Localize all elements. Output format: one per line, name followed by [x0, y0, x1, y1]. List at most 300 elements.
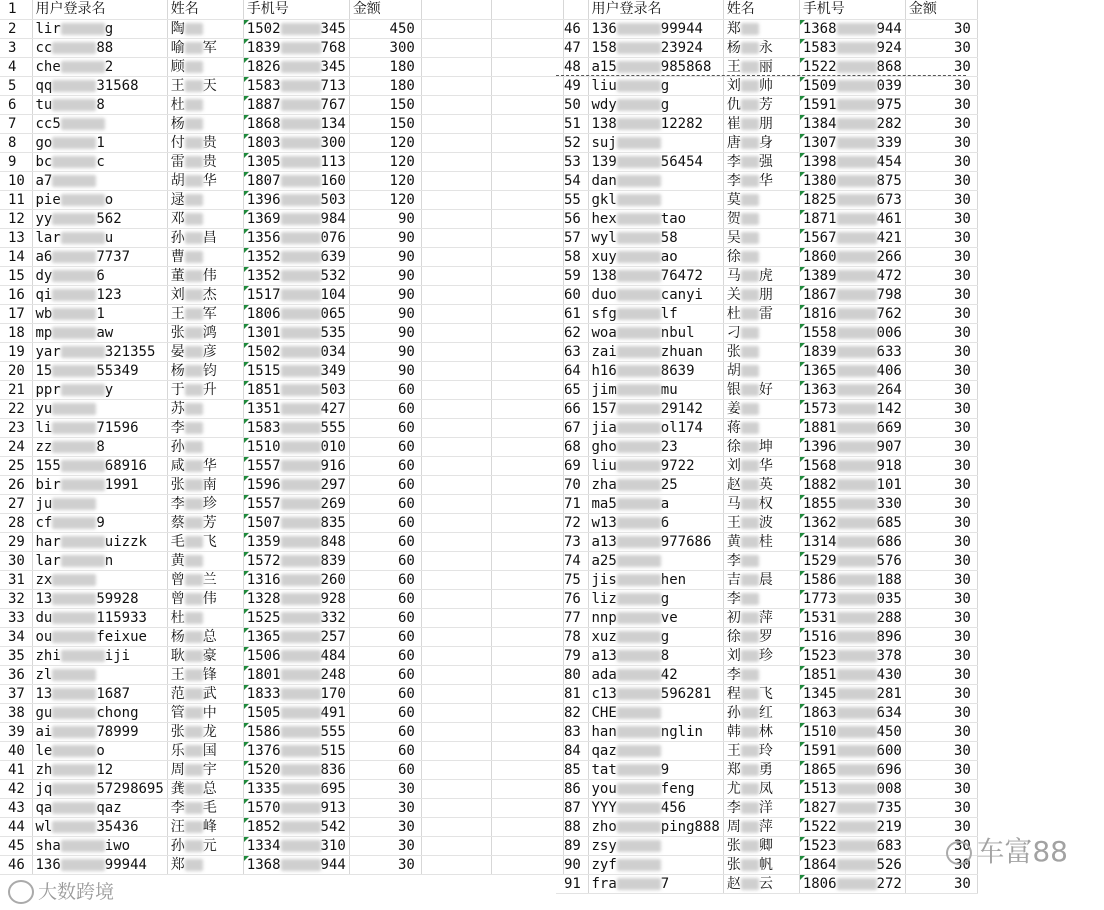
phone-cell[interactable]	[799, 342, 905, 361]
amount-cell[interactable]: 30	[905, 190, 977, 209]
name-cell[interactable]	[723, 456, 799, 475]
phone-cell[interactable]	[799, 190, 905, 209]
row-number[interactable]: 42	[0, 779, 32, 798]
row-number[interactable]: 82	[556, 703, 588, 722]
phone-cell[interactable]	[243, 342, 349, 361]
row-number[interactable]: 57	[556, 228, 588, 247]
name-cell[interactable]	[723, 684, 799, 703]
name-cell[interactable]	[723, 247, 799, 266]
username-cell[interactable]	[588, 247, 723, 266]
amount-cell[interactable]: 30	[905, 57, 977, 76]
row-number[interactable]: 51	[556, 114, 588, 133]
amount-cell[interactable]: 30	[905, 665, 977, 684]
username-cell[interactable]	[32, 532, 167, 551]
row-number[interactable]: 39	[0, 722, 32, 741]
phone-cell[interactable]	[243, 551, 349, 570]
username-cell[interactable]	[32, 380, 167, 399]
amount-cell[interactable]: 30	[905, 171, 977, 190]
phone-cell[interactable]	[799, 95, 905, 114]
phone-cell[interactable]	[243, 836, 349, 855]
empty-cell[interactable]	[491, 684, 563, 703]
row-number[interactable]: 28	[0, 513, 32, 532]
username-cell[interactable]	[588, 19, 723, 38]
empty-cell[interactable]	[491, 456, 563, 475]
empty-cell[interactable]	[421, 418, 491, 437]
row-number[interactable]: 18	[0, 323, 32, 342]
name-cell[interactable]	[167, 627, 243, 646]
empty-cell[interactable]	[421, 133, 491, 152]
amount-cell[interactable]: 30	[905, 76, 977, 95]
amount-cell[interactable]: 60	[349, 627, 421, 646]
phone-cell[interactable]	[799, 133, 905, 152]
username-cell[interactable]	[32, 152, 167, 171]
empty-cell[interactable]	[491, 152, 563, 171]
phone-cell[interactable]	[243, 285, 349, 304]
name-cell[interactable]	[723, 817, 799, 836]
name-cell[interactable]	[723, 703, 799, 722]
amount-cell[interactable]: 30	[905, 798, 977, 817]
phone-cell[interactable]	[799, 817, 905, 836]
empty-cell[interactable]	[421, 779, 491, 798]
username-cell[interactable]	[588, 76, 723, 95]
row-number[interactable]: 26	[0, 475, 32, 494]
row-number[interactable]: 84	[556, 741, 588, 760]
row-number[interactable]: 75	[556, 570, 588, 589]
empty-cell[interactable]	[421, 361, 491, 380]
amount-cell[interactable]: 60	[349, 646, 421, 665]
username-cell[interactable]	[588, 95, 723, 114]
row-number[interactable]: 12	[0, 209, 32, 228]
username-cell[interactable]	[588, 114, 723, 133]
username-cell[interactable]	[588, 817, 723, 836]
empty-cell[interactable]	[421, 608, 491, 627]
row-number[interactable]: 16	[0, 285, 32, 304]
empty-cell[interactable]	[491, 589, 563, 608]
username-cell[interactable]	[32, 361, 167, 380]
row-number[interactable]: 32	[0, 589, 32, 608]
phone-cell[interactable]	[799, 209, 905, 228]
empty-cell[interactable]	[491, 190, 563, 209]
phone-cell[interactable]	[243, 684, 349, 703]
row-number[interactable]: 70	[556, 475, 588, 494]
row-number[interactable]: 5	[0, 76, 32, 95]
phone-cell[interactable]	[799, 627, 905, 646]
amount-cell[interactable]: 60	[349, 551, 421, 570]
row-number[interactable]: 86	[556, 779, 588, 798]
empty-cell[interactable]	[421, 589, 491, 608]
row-number[interactable]: 72	[556, 513, 588, 532]
empty-cell[interactable]	[421, 646, 491, 665]
name-cell[interactable]	[167, 38, 243, 57]
amount-cell[interactable]: 30	[905, 323, 977, 342]
header-name[interactable]: 姓名	[167, 0, 243, 19]
amount-cell[interactable]: 30	[905, 589, 977, 608]
phone-cell[interactable]	[243, 589, 349, 608]
empty-cell[interactable]	[491, 741, 563, 760]
name-cell[interactable]	[723, 513, 799, 532]
empty-cell[interactable]	[491, 380, 563, 399]
empty-cell[interactable]	[491, 494, 563, 513]
amount-cell[interactable]: 60	[349, 741, 421, 760]
amount-cell[interactable]: 30	[905, 513, 977, 532]
name-cell[interactable]	[723, 76, 799, 95]
username-cell[interactable]	[32, 228, 167, 247]
amount-cell[interactable]: 60	[349, 570, 421, 589]
username-cell[interactable]	[588, 532, 723, 551]
row-number[interactable]: 17	[0, 304, 32, 323]
amount-cell[interactable]: 30	[905, 38, 977, 57]
phone-cell[interactable]	[799, 304, 905, 323]
empty-cell[interactable]	[491, 665, 563, 684]
name-cell[interactable]	[167, 475, 243, 494]
username-cell[interactable]	[32, 741, 167, 760]
phone-cell[interactable]	[243, 418, 349, 437]
amount-cell[interactable]: 30	[905, 209, 977, 228]
empty-cell[interactable]	[421, 437, 491, 456]
row-number[interactable]: 29	[0, 532, 32, 551]
amount-cell[interactable]: 90	[349, 266, 421, 285]
name-cell[interactable]	[167, 741, 243, 760]
name-cell[interactable]	[167, 266, 243, 285]
name-cell[interactable]	[723, 570, 799, 589]
username-cell[interactable]	[588, 342, 723, 361]
name-cell[interactable]	[167, 57, 243, 76]
username-cell[interactable]	[32, 209, 167, 228]
row-number[interactable]: 6	[0, 95, 32, 114]
amount-cell[interactable]: 30	[905, 456, 977, 475]
row-number[interactable]: 85	[556, 760, 588, 779]
empty-cell[interactable]	[421, 703, 491, 722]
username-cell[interactable]	[588, 494, 723, 513]
phone-cell[interactable]	[799, 798, 905, 817]
amount-cell[interactable]: 120	[349, 133, 421, 152]
phone-cell[interactable]	[799, 779, 905, 798]
phone-cell[interactable]	[243, 798, 349, 817]
username-cell[interactable]	[32, 798, 167, 817]
name-cell[interactable]	[723, 304, 799, 323]
amount-cell[interactable]: 30	[905, 703, 977, 722]
amount-cell[interactable]: 30	[905, 836, 977, 855]
amount-cell[interactable]: 30	[905, 779, 977, 798]
phone-cell[interactable]	[243, 532, 349, 551]
phone-cell[interactable]	[243, 361, 349, 380]
name-cell[interactable]	[167, 133, 243, 152]
name-cell[interactable]	[167, 665, 243, 684]
name-cell[interactable]	[723, 722, 799, 741]
phone-cell[interactable]	[799, 722, 905, 741]
amount-cell[interactable]: 30	[905, 114, 977, 133]
phone-cell[interactable]	[799, 38, 905, 57]
amount-cell[interactable]: 30	[905, 228, 977, 247]
username-cell[interactable]	[588, 513, 723, 532]
amount-cell[interactable]: 120	[349, 171, 421, 190]
empty-cell[interactable]	[421, 399, 491, 418]
phone-cell[interactable]	[243, 247, 349, 266]
row-number[interactable]: 53	[556, 152, 588, 171]
row-number[interactable]: 41	[0, 760, 32, 779]
phone-cell[interactable]	[799, 513, 905, 532]
name-cell[interactable]	[723, 494, 799, 513]
row-number[interactable]: 35	[0, 646, 32, 665]
name-cell[interactable]	[167, 304, 243, 323]
empty-cell[interactable]	[491, 570, 563, 589]
phone-cell[interactable]	[243, 437, 349, 456]
empty-cell[interactable]	[421, 342, 491, 361]
row-number[interactable]: 44	[0, 817, 32, 836]
empty-cell[interactable]	[491, 228, 563, 247]
amount-cell[interactable]: 150	[349, 95, 421, 114]
row-number[interactable]: 87	[556, 798, 588, 817]
amount-cell[interactable]: 60	[349, 380, 421, 399]
row-number[interactable]: 61	[556, 304, 588, 323]
empty-cell[interactable]	[421, 798, 491, 817]
row-number[interactable]: 68	[556, 437, 588, 456]
phone-cell[interactable]	[799, 684, 905, 703]
phone-cell[interactable]	[243, 152, 349, 171]
amount-cell[interactable]: 90	[349, 209, 421, 228]
name-cell[interactable]	[723, 855, 799, 874]
name-cell[interactable]	[723, 323, 799, 342]
phone-cell[interactable]	[243, 19, 349, 38]
username-cell[interactable]	[32, 114, 167, 133]
username-cell[interactable]	[32, 855, 167, 874]
row-number[interactable]: 45	[0, 836, 32, 855]
name-cell[interactable]	[167, 551, 243, 570]
amount-cell[interactable]: 30	[905, 760, 977, 779]
phone-cell[interactable]	[243, 646, 349, 665]
row-number[interactable]: 50	[556, 95, 588, 114]
phone-cell[interactable]	[799, 418, 905, 437]
phone-cell[interactable]	[243, 608, 349, 627]
name-cell[interactable]	[167, 817, 243, 836]
phone-cell[interactable]	[243, 779, 349, 798]
username-cell[interactable]	[588, 171, 723, 190]
name-cell[interactable]	[723, 19, 799, 38]
phone-cell[interactable]	[243, 171, 349, 190]
empty-cell[interactable]	[421, 76, 491, 95]
name-cell[interactable]	[723, 779, 799, 798]
username-cell[interactable]	[32, 589, 167, 608]
phone-cell[interactable]	[799, 874, 905, 893]
username-cell[interactable]	[588, 855, 723, 874]
row-number[interactable]: 37	[0, 684, 32, 703]
name-cell[interactable]	[167, 703, 243, 722]
username-cell[interactable]	[588, 399, 723, 418]
row-number[interactable]: 19	[0, 342, 32, 361]
phone-cell[interactable]	[799, 551, 905, 570]
username-cell[interactable]	[588, 323, 723, 342]
row-number[interactable]: 59	[556, 266, 588, 285]
row-number[interactable]: 34	[0, 627, 32, 646]
username-cell[interactable]	[32, 513, 167, 532]
amount-cell[interactable]: 90	[349, 304, 421, 323]
name-cell[interactable]	[167, 361, 243, 380]
username-cell[interactable]	[32, 304, 167, 323]
amount-cell[interactable]: 30	[905, 475, 977, 494]
row-number[interactable]: 21	[0, 380, 32, 399]
row-number[interactable]: 55	[556, 190, 588, 209]
empty-cell[interactable]	[421, 171, 491, 190]
amount-cell[interactable]: 30	[905, 874, 977, 893]
name-cell[interactable]	[167, 399, 243, 418]
phone-cell[interactable]	[799, 76, 905, 95]
username-cell[interactable]	[588, 741, 723, 760]
empty-cell[interactable]	[491, 532, 563, 551]
row-number[interactable]: 40	[0, 741, 32, 760]
phone-cell[interactable]	[243, 380, 349, 399]
empty-cell[interactable]	[491, 57, 563, 76]
row-number[interactable]: 73	[556, 532, 588, 551]
name-cell[interactable]	[723, 342, 799, 361]
empty-cell[interactable]	[491, 304, 563, 323]
name-cell[interactable]	[167, 114, 243, 133]
amount-cell[interactable]: 60	[349, 475, 421, 494]
row-number[interactable]: 79	[556, 646, 588, 665]
phone-cell[interactable]	[243, 323, 349, 342]
empty-cell[interactable]	[421, 95, 491, 114]
name-cell[interactable]	[723, 627, 799, 646]
empty-cell[interactable]	[491, 551, 563, 570]
phone-cell[interactable]	[799, 247, 905, 266]
row-number[interactable]: 10	[0, 171, 32, 190]
empty-cell[interactable]	[421, 532, 491, 551]
username-cell[interactable]	[32, 19, 167, 38]
username-cell[interactable]	[588, 874, 723, 893]
phone-cell[interactable]	[243, 304, 349, 323]
phone-cell[interactable]	[243, 190, 349, 209]
username-cell[interactable]	[588, 665, 723, 684]
name-cell[interactable]	[723, 133, 799, 152]
phone-cell[interactable]	[243, 722, 349, 741]
name-cell[interactable]	[723, 589, 799, 608]
phone-cell[interactable]	[799, 703, 905, 722]
phone-cell[interactable]	[799, 741, 905, 760]
empty-cell[interactable]	[491, 171, 563, 190]
amount-cell[interactable]: 30	[905, 437, 977, 456]
phone-cell[interactable]	[243, 703, 349, 722]
empty-cell[interactable]	[491, 19, 563, 38]
username-cell[interactable]	[588, 798, 723, 817]
row-number[interactable]: 8	[0, 133, 32, 152]
empty-cell[interactable]	[491, 76, 563, 95]
username-cell[interactable]	[588, 228, 723, 247]
empty-cell[interactable]	[491, 855, 563, 874]
empty-cell[interactable]	[491, 38, 563, 57]
empty-cell[interactable]	[491, 285, 563, 304]
empty-cell[interactable]	[421, 456, 491, 475]
username-cell[interactable]	[588, 475, 723, 494]
amount-cell[interactable]: 30	[905, 285, 977, 304]
name-cell[interactable]	[723, 171, 799, 190]
row-number[interactable]: 71	[556, 494, 588, 513]
empty-cell[interactable]	[491, 779, 563, 798]
amount-cell[interactable]: 30	[905, 855, 977, 874]
username-cell[interactable]	[588, 779, 723, 798]
name-cell[interactable]	[167, 19, 243, 38]
empty-cell[interactable]	[421, 19, 491, 38]
row-number[interactable]: 48	[556, 57, 588, 76]
empty-cell[interactable]	[421, 551, 491, 570]
username-cell[interactable]	[32, 285, 167, 304]
name-cell[interactable]	[167, 646, 243, 665]
name-cell[interactable]	[167, 570, 243, 589]
name-cell[interactable]	[167, 190, 243, 209]
amount-cell[interactable]: 180	[349, 76, 421, 95]
name-cell[interactable]	[723, 798, 799, 817]
empty-cell[interactable]	[491, 646, 563, 665]
username-cell[interactable]	[32, 437, 167, 456]
empty-cell[interactable]	[421, 494, 491, 513]
amount-cell[interactable]: 60	[349, 703, 421, 722]
phone-cell[interactable]	[243, 665, 349, 684]
phone-cell[interactable]	[243, 399, 349, 418]
username-cell[interactable]	[32, 703, 167, 722]
phone-cell[interactable]	[243, 817, 349, 836]
empty-cell[interactable]	[491, 399, 563, 418]
amount-cell[interactable]: 60	[349, 418, 421, 437]
amount-cell[interactable]: 60	[349, 494, 421, 513]
name-cell[interactable]	[723, 646, 799, 665]
name-cell[interactable]	[723, 608, 799, 627]
empty-cell[interactable]	[491, 266, 563, 285]
username-cell[interactable]	[588, 437, 723, 456]
name-cell[interactable]	[167, 152, 243, 171]
amount-cell[interactable]: 30	[905, 722, 977, 741]
empty-cell[interactable]	[421, 760, 491, 779]
name-cell[interactable]	[167, 513, 243, 532]
row-number[interactable]: 88	[556, 817, 588, 836]
empty-cell[interactable]	[421, 114, 491, 133]
phone-cell[interactable]	[243, 133, 349, 152]
row-number[interactable]: 2	[0, 19, 32, 38]
empty-cell[interactable]	[491, 513, 563, 532]
header-phone[interactable]: 手机号	[243, 0, 349, 19]
amount-cell[interactable]: 30	[349, 798, 421, 817]
username-cell[interactable]	[32, 779, 167, 798]
username-cell[interactable]	[32, 760, 167, 779]
username-cell[interactable]	[588, 209, 723, 228]
phone-cell[interactable]	[243, 513, 349, 532]
name-cell[interactable]	[723, 152, 799, 171]
row-number[interactable]: 58	[556, 247, 588, 266]
row-number[interactable]: 14	[0, 247, 32, 266]
name-cell[interactable]	[167, 532, 243, 551]
amount-cell[interactable]: 30	[905, 380, 977, 399]
username-cell[interactable]	[32, 38, 167, 57]
name-cell[interactable]	[723, 228, 799, 247]
phone-cell[interactable]	[243, 76, 349, 95]
amount-cell[interactable]: 30	[905, 551, 977, 570]
empty-cell[interactable]	[491, 703, 563, 722]
empty-cell[interactable]	[491, 475, 563, 494]
row-number[interactable]: 3	[0, 38, 32, 57]
phone-cell[interactable]	[243, 855, 349, 874]
row-number[interactable]: 81	[556, 684, 588, 703]
empty-cell[interactable]	[421, 513, 491, 532]
empty-cell[interactable]	[421, 285, 491, 304]
name-cell[interactable]	[723, 874, 799, 893]
phone-cell[interactable]	[799, 456, 905, 475]
name-cell[interactable]	[723, 760, 799, 779]
name-cell[interactable]	[723, 437, 799, 456]
empty-cell[interactable]	[421, 475, 491, 494]
empty-cell[interactable]	[491, 323, 563, 342]
phone-cell[interactable]	[799, 266, 905, 285]
name-cell[interactable]	[167, 760, 243, 779]
phone-cell[interactable]	[799, 836, 905, 855]
username-cell[interactable]	[32, 95, 167, 114]
amount-cell[interactable]: 30	[905, 494, 977, 513]
